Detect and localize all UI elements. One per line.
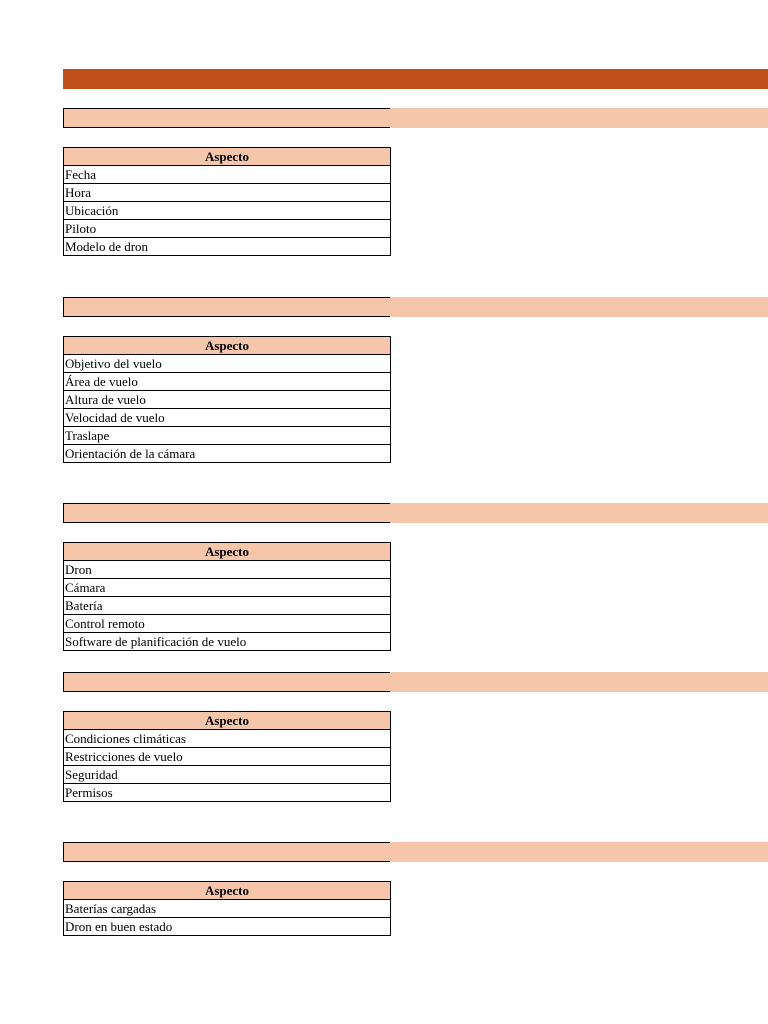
table-cell[interactable]: Hora: [64, 184, 391, 202]
aspect-table-2: [63, 336, 391, 463]
table-row: [64, 184, 391, 202]
aspect-table-4: [63, 711, 391, 802]
table-cell[interactable]: Área de vuelo: [64, 373, 391, 391]
table-cell[interactable]: Dron: [64, 561, 391, 579]
table-row: [64, 900, 391, 918]
table-cell[interactable]: Restricciones de vuelo: [64, 748, 391, 766]
section-title-cell-5[interactable]: [63, 842, 390, 862]
table-cell[interactable]: Altura de vuelo: [64, 391, 391, 409]
table-cell[interactable]: Piloto: [64, 220, 391, 238]
table-header-aspecto[interactable]: Aspecto: [64, 712, 391, 730]
table-cell[interactable]: Orientación de la cámara: [64, 445, 391, 463]
table-row: [64, 748, 391, 766]
table-header-row: [64, 337, 391, 355]
table-row: [64, 579, 391, 597]
table-header-aspecto[interactable]: Aspecto: [64, 148, 391, 166]
table-row: [64, 238, 391, 256]
aspect-table-1: [63, 147, 391, 256]
table-header-aspecto[interactable]: Aspecto: [64, 543, 391, 561]
aspect-table-3: [63, 542, 391, 651]
table-cell[interactable]: Condiciones climáticas: [64, 730, 391, 748]
table-row: [64, 427, 391, 445]
table-cell[interactable]: Objetivo del vuelo: [64, 355, 391, 373]
table-header-aspecto[interactable]: Aspecto: [64, 882, 391, 900]
table-cell[interactable]: Traslape: [64, 427, 391, 445]
section-title-cell-4[interactable]: [63, 672, 390, 692]
table-header-row: [64, 712, 391, 730]
table-row: [64, 409, 391, 427]
table-cell[interactable]: Velocidad de vuelo: [64, 409, 391, 427]
table-row: [64, 918, 391, 936]
table-row: [64, 166, 391, 184]
table-cell[interactable]: Baterías cargadas: [64, 900, 391, 918]
section-band-5: [63, 842, 768, 862]
section-band-2: [63, 297, 768, 317]
table-cell[interactable]: Control remoto: [64, 615, 391, 633]
table-cell[interactable]: Cámara: [64, 579, 391, 597]
section-band-4: [63, 672, 768, 692]
table-row: [64, 615, 391, 633]
table-header-row: [64, 543, 391, 561]
table-row: [64, 373, 391, 391]
table-row: [64, 220, 391, 238]
table-row: [64, 561, 391, 579]
section-title-cell-3[interactable]: [63, 503, 390, 523]
section-band-1: [63, 108, 768, 128]
table-row: [64, 597, 391, 615]
table-cell[interactable]: Fecha: [64, 166, 391, 184]
title-bar: [63, 69, 768, 89]
table-cell[interactable]: Modelo de dron: [64, 238, 391, 256]
table-header-row: [64, 882, 391, 900]
table-row: [64, 355, 391, 373]
section-title-cell-1[interactable]: [63, 108, 390, 128]
table-header-aspecto[interactable]: Aspecto: [64, 337, 391, 355]
table-row: [64, 766, 391, 784]
table-cell[interactable]: Batería: [64, 597, 391, 615]
table-cell[interactable]: Permisos: [64, 784, 391, 802]
table-row: [64, 633, 391, 651]
aspect-table-5: [63, 881, 391, 936]
table-row: [64, 730, 391, 748]
table-cell[interactable]: Dron en buen estado: [64, 918, 391, 936]
section-band-3: [63, 503, 768, 523]
table-row: [64, 202, 391, 220]
table-row: [64, 391, 391, 409]
table-header-row: [64, 148, 391, 166]
table-row: [64, 784, 391, 802]
table-cell[interactable]: Seguridad: [64, 766, 391, 784]
table-cell[interactable]: Ubicación: [64, 202, 391, 220]
table-cell[interactable]: Software de planificación de vuelo: [64, 633, 391, 651]
section-title-cell-2[interactable]: [63, 297, 390, 317]
table-row: [64, 445, 391, 463]
